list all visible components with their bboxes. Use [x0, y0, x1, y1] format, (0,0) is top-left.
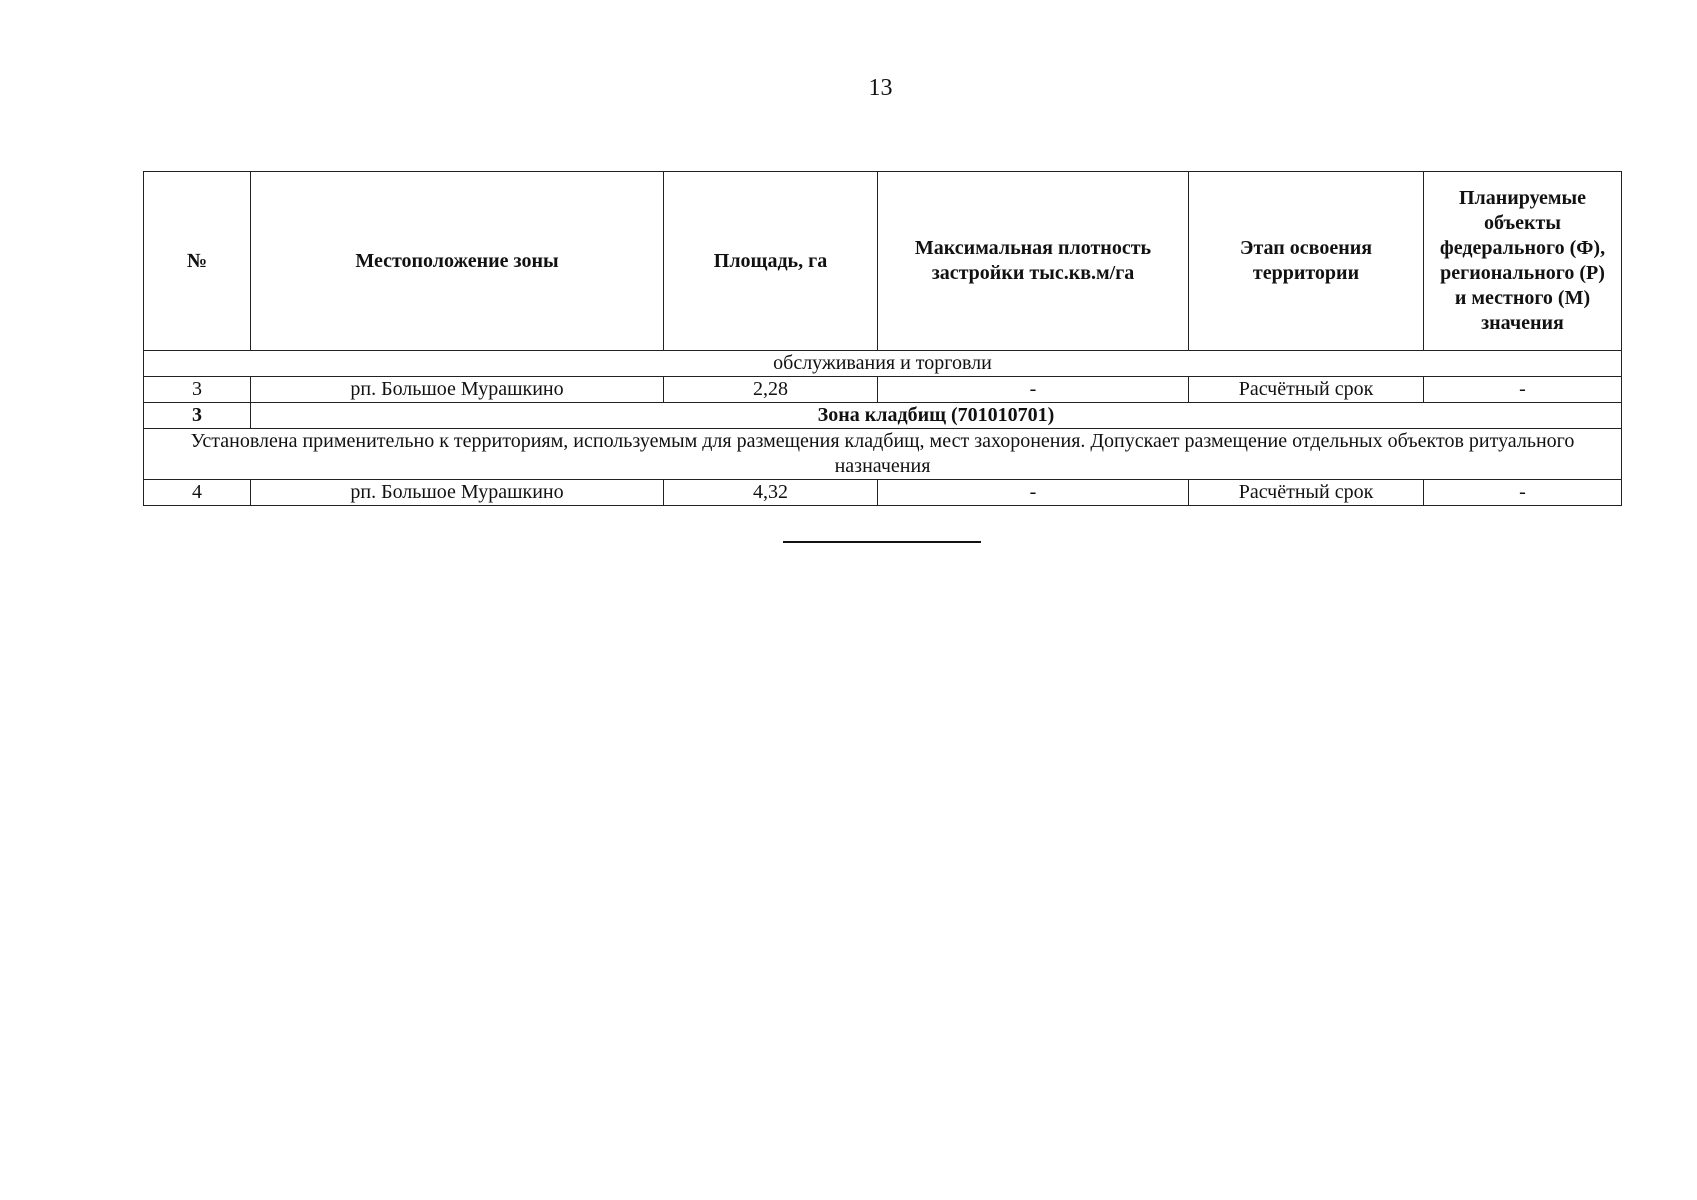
cell-density: -	[878, 480, 1189, 506]
header-num: №	[144, 172, 251, 351]
cell-planned: -	[1424, 377, 1622, 403]
cell-location: рп. Большое Мурашкино	[251, 377, 664, 403]
cell-area: 2,28	[664, 377, 878, 403]
header-density: Максимальная плотность застройки тыс.кв.м/га	[878, 172, 1189, 351]
cell-stage: Расчётный срок	[1189, 480, 1424, 506]
header-stage: Этап освоения территории	[1189, 172, 1424, 351]
table-row	[144, 377, 1622, 403]
section-num: 3	[144, 403, 251, 429]
continuation-row	[144, 351, 1622, 377]
table-row	[144, 480, 1622, 506]
cell-location: рп. Большое Мурашкино	[251, 480, 664, 506]
cell-density: -	[878, 377, 1189, 403]
zones-table	[143, 171, 1622, 506]
cell-planned: -	[1424, 480, 1622, 506]
cell-area: 4,32	[664, 480, 878, 506]
header-planned: Планируемые объекты федерального (Ф), регионального (Р) и местного (М) значения	[1424, 172, 1622, 351]
cell-num: 3	[144, 377, 251, 403]
end-of-table-rule	[783, 541, 981, 543]
cell-num: 4	[144, 480, 251, 506]
section-description: Установлена применительно к территориям, используемым для размещения кладбищ, мест захоронения. Допускает размещение отдельных объектов ритуального назначения	[144, 429, 1622, 480]
header-location: Местоположение зоны	[251, 172, 664, 351]
header-area: Площадь, га	[664, 172, 878, 351]
table-header-row	[144, 172, 1622, 351]
section-row	[144, 403, 1622, 429]
page-number: 13	[868, 75, 893, 101]
section-description-row	[144, 429, 1622, 480]
section-title: Зона кладбищ (701010701)	[251, 403, 1622, 429]
cell-stage: Расчётный срок	[1189, 377, 1424, 403]
continuation-text: обслуживания и торговли	[144, 351, 1622, 377]
